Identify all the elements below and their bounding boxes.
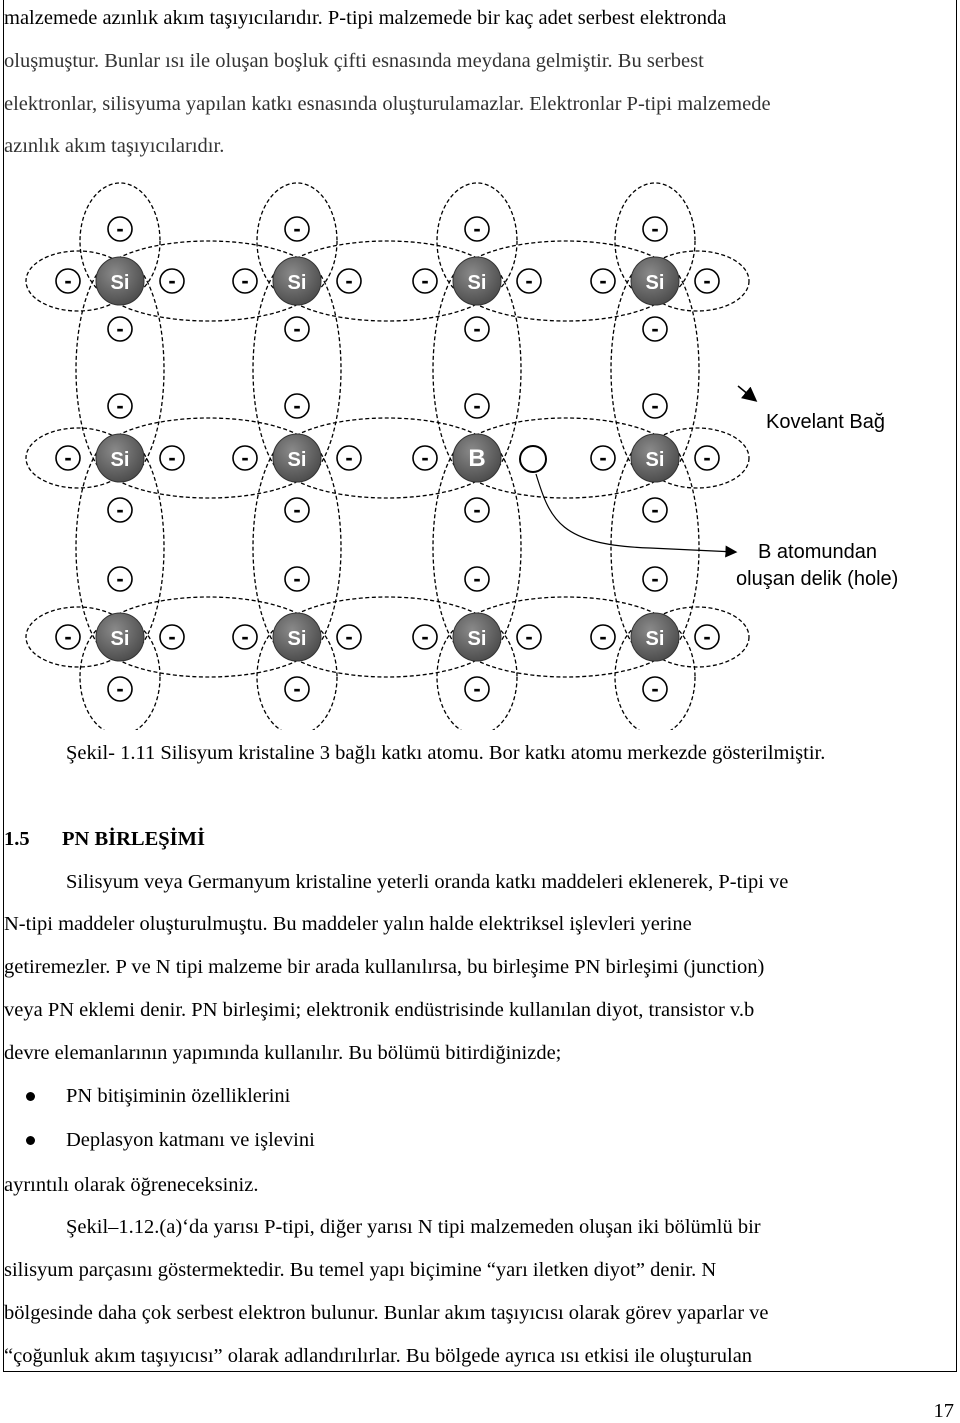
electron-icon <box>591 268 615 293</box>
svg-text:-: - <box>64 624 72 649</box>
electron-icon <box>643 497 667 522</box>
electron-icon <box>413 268 437 293</box>
text-line: azınlık akım taşıyıcılarıdır. <box>4 135 225 157</box>
silicon-atom <box>96 434 144 482</box>
bullet-item: PN bitişiminin özelliklerini <box>66 1085 291 1107</box>
svg-text:-: - <box>703 445 711 470</box>
figure-caption: Şekil- 1.11 Silisyum kristaline 3 bağlı katkı atomu. Bor katkı atomu merkezde gösterilmiştir. <box>66 742 826 764</box>
svg-text:-: - <box>116 216 124 241</box>
electron-icon <box>465 316 489 341</box>
electron-icon <box>695 268 719 293</box>
svg-text:Si: Si <box>645 449 665 471</box>
svg-text:-: - <box>168 268 176 293</box>
text-line: devre elemanlarının yapımında kullanılır. Bu bölümü bitirdiğinizde; <box>4 1042 562 1064</box>
svg-text:-: - <box>703 268 711 293</box>
section-number: 1.5 <box>4 828 30 850</box>
text-line: silisyum parçasını göstermektedir. Bu temel yapı biçimine “yarı iletken diyot” denir. N <box>4 1259 717 1281</box>
hole-label-line1: B atomundan <box>758 541 877 563</box>
text-line: ayrıntılı olarak öğreneceksiniz. <box>4 1174 259 1196</box>
svg-text:-: - <box>473 216 481 241</box>
svg-text:-: - <box>421 624 429 649</box>
electron-icon <box>413 445 437 470</box>
text-line: oluşmuştur. Bunlar ısı ile oluşan boşluk çifti esnasında meydana gelmiştir. Bu serbest <box>4 50 704 72</box>
svg-text:-: - <box>525 268 533 293</box>
text-line: malzemede azınlık akım taşıyıcılarıdır. P-tipi malzemede bir kaç adet serbest elektronda <box>4 7 727 29</box>
electron-icon <box>233 445 257 470</box>
svg-text:-: - <box>473 676 481 701</box>
svg-text:-: - <box>293 497 301 522</box>
silicon-crystal-diagram <box>0 170 960 730</box>
svg-text:Si: Si <box>110 272 130 294</box>
svg-text:Si: Si <box>287 628 307 650</box>
silicon-atom <box>273 613 321 661</box>
svg-text:-: - <box>599 445 607 470</box>
electron-icon <box>233 268 257 293</box>
svg-text:-: - <box>241 624 249 649</box>
bullet-item: Deplasyon katmanı ve işlevini <box>66 1129 315 1151</box>
electron-icon <box>108 566 132 591</box>
svg-text:-: - <box>651 316 659 341</box>
svg-text:-: - <box>116 393 124 418</box>
silicon-atom <box>453 613 501 661</box>
svg-text:-: - <box>599 624 607 649</box>
svg-text:-: - <box>293 676 301 701</box>
electrons <box>56 216 719 701</box>
svg-text:Si: Si <box>287 272 307 294</box>
svg-text:-: - <box>421 268 429 293</box>
svg-text:-: - <box>64 268 72 293</box>
hole-arrow <box>536 474 735 552</box>
electron-icon <box>56 445 80 470</box>
covalent-arrow <box>738 386 755 400</box>
text-line: Silisyum veya Germanyum kristaline yeterli oranda katkı maddeleri eklenerek, P-tipi ve <box>66 871 789 893</box>
silicon-atom <box>96 257 144 305</box>
electron-icon <box>695 445 719 470</box>
electron-icon <box>108 676 132 701</box>
text-line: “çoğunluk akım taşıyıcısı” olarak adlandırılırlar. Bu bölgede ayrıca ısı etkisi ile oluşturulan <box>4 1345 753 1367</box>
electron-icon <box>643 566 667 591</box>
electron-icon <box>465 566 489 591</box>
svg-text:-: - <box>116 676 124 701</box>
electron-icon <box>285 566 309 591</box>
electron-icon <box>643 393 667 418</box>
svg-text:-: - <box>421 445 429 470</box>
svg-text:Si: Si <box>110 628 130 650</box>
svg-text:-: - <box>168 624 176 649</box>
svg-text:-: - <box>473 316 481 341</box>
electron-icon <box>160 624 184 649</box>
svg-text:-: - <box>703 624 711 649</box>
svg-text:Si: Si <box>110 449 130 471</box>
hole-circle <box>520 446 546 472</box>
section-title: PN BİRLEŞİMİ <box>62 828 205 850</box>
electron-icon <box>465 393 489 418</box>
svg-text:-: - <box>241 445 249 470</box>
bullet-icon <box>26 1092 35 1101</box>
electron-icon <box>465 497 489 522</box>
svg-text:-: - <box>293 316 301 341</box>
svg-text:Si: Si <box>645 628 665 650</box>
boron-atom <box>453 434 501 482</box>
svg-text:-: - <box>345 445 353 470</box>
electron-icon <box>337 268 361 293</box>
electron-icon <box>108 393 132 418</box>
svg-text:-: - <box>168 445 176 470</box>
silicon-atom <box>273 434 321 482</box>
electron-icon <box>285 216 309 241</box>
electron-icon <box>413 624 437 649</box>
silicon-atom <box>631 257 679 305</box>
svg-text:-: - <box>64 445 72 470</box>
svg-text:-: - <box>473 566 481 591</box>
svg-text:B: B <box>468 445 486 472</box>
silicon-atom <box>96 613 144 661</box>
svg-text:-: - <box>473 393 481 418</box>
hole-label-line2: oluşan delik (hole) <box>736 568 899 590</box>
covalent-bond-label: Kovelant Bağ <box>766 411 885 433</box>
svg-text:-: - <box>116 566 124 591</box>
svg-text:-: - <box>473 497 481 522</box>
page-number: 17 <box>933 1400 954 1422</box>
electron-icon <box>695 624 719 649</box>
electron-icon <box>643 316 667 341</box>
electron-icon <box>643 216 667 241</box>
text-line: bölgesinde daha çok serbest elektron bulunur. Bunlar akım taşıyıcısı olarak görev yaparlar ve <box>4 1302 769 1324</box>
electron-icon <box>517 268 541 293</box>
electron-icon <box>591 445 615 470</box>
electron-icon <box>337 624 361 649</box>
section-heading <box>4 828 205 851</box>
electron-icon <box>56 624 80 649</box>
silicon-atom <box>273 257 321 305</box>
svg-text:-: - <box>345 624 353 649</box>
text-line: Şekil–1.12.(a)‘da yarısı P-tipi, diğer yarısı N tipi malzemeden oluşan iki bölümlü bir <box>66 1216 761 1238</box>
svg-text:-: - <box>651 393 659 418</box>
svg-text:Si: Si <box>467 272 487 294</box>
svg-text:-: - <box>525 624 533 649</box>
svg-text:Si: Si <box>645 272 665 294</box>
bullet-icon <box>26 1136 35 1145</box>
svg-text:-: - <box>599 268 607 293</box>
electron-icon <box>56 268 80 293</box>
electron-icon <box>160 445 184 470</box>
silicon-atom <box>453 257 501 305</box>
electron-icon <box>517 624 541 649</box>
svg-text:-: - <box>651 566 659 591</box>
svg-text:-: - <box>116 497 124 522</box>
svg-text:-: - <box>651 676 659 701</box>
electron-icon <box>465 216 489 241</box>
svg-text:-: - <box>345 268 353 293</box>
electron-icon <box>285 393 309 418</box>
svg-text:-: - <box>651 497 659 522</box>
electron-icon <box>108 497 132 522</box>
electron-icon <box>643 676 667 701</box>
electron-icon <box>233 624 257 649</box>
svg-text:-: - <box>293 566 301 591</box>
electron-icon <box>285 316 309 341</box>
electron-icon <box>285 497 309 522</box>
svg-text:-: - <box>651 216 659 241</box>
svg-text:-: - <box>293 393 301 418</box>
electron-icon <box>465 676 489 701</box>
electron-icon <box>160 268 184 293</box>
electron-icon <box>108 316 132 341</box>
text-line: N-tipi maddeler oluşturulmuştu. Bu maddeler yalın halde elektriksel işlevleri yerine <box>4 913 692 935</box>
text-line: elektronlar, silisyuma yapılan katkı esnasında oluşturulamazlar. Elektronlar P-tipi malzemede <box>4 93 771 115</box>
electron-icon <box>337 445 361 470</box>
electron-icon <box>591 624 615 649</box>
silicon-atom <box>631 613 679 661</box>
electron-icon <box>108 216 132 241</box>
silicon-atom <box>631 434 679 482</box>
svg-text:-: - <box>241 268 249 293</box>
text-line: getiremezler. P ve N tipi malzeme bir arada kullanılırsa, bu birleşime PN birleşimi (junction) <box>4 956 765 978</box>
text-line: veya PN eklemi denir. PN birleşimi; elektronik endüstrisinde kullanılan diyot, transistor v.b <box>4 999 755 1021</box>
svg-text:Si: Si <box>467 628 487 650</box>
electron-icon <box>285 676 309 701</box>
svg-text:Si: Si <box>287 449 307 471</box>
svg-text:-: - <box>116 316 124 341</box>
svg-text:-: - <box>293 216 301 241</box>
